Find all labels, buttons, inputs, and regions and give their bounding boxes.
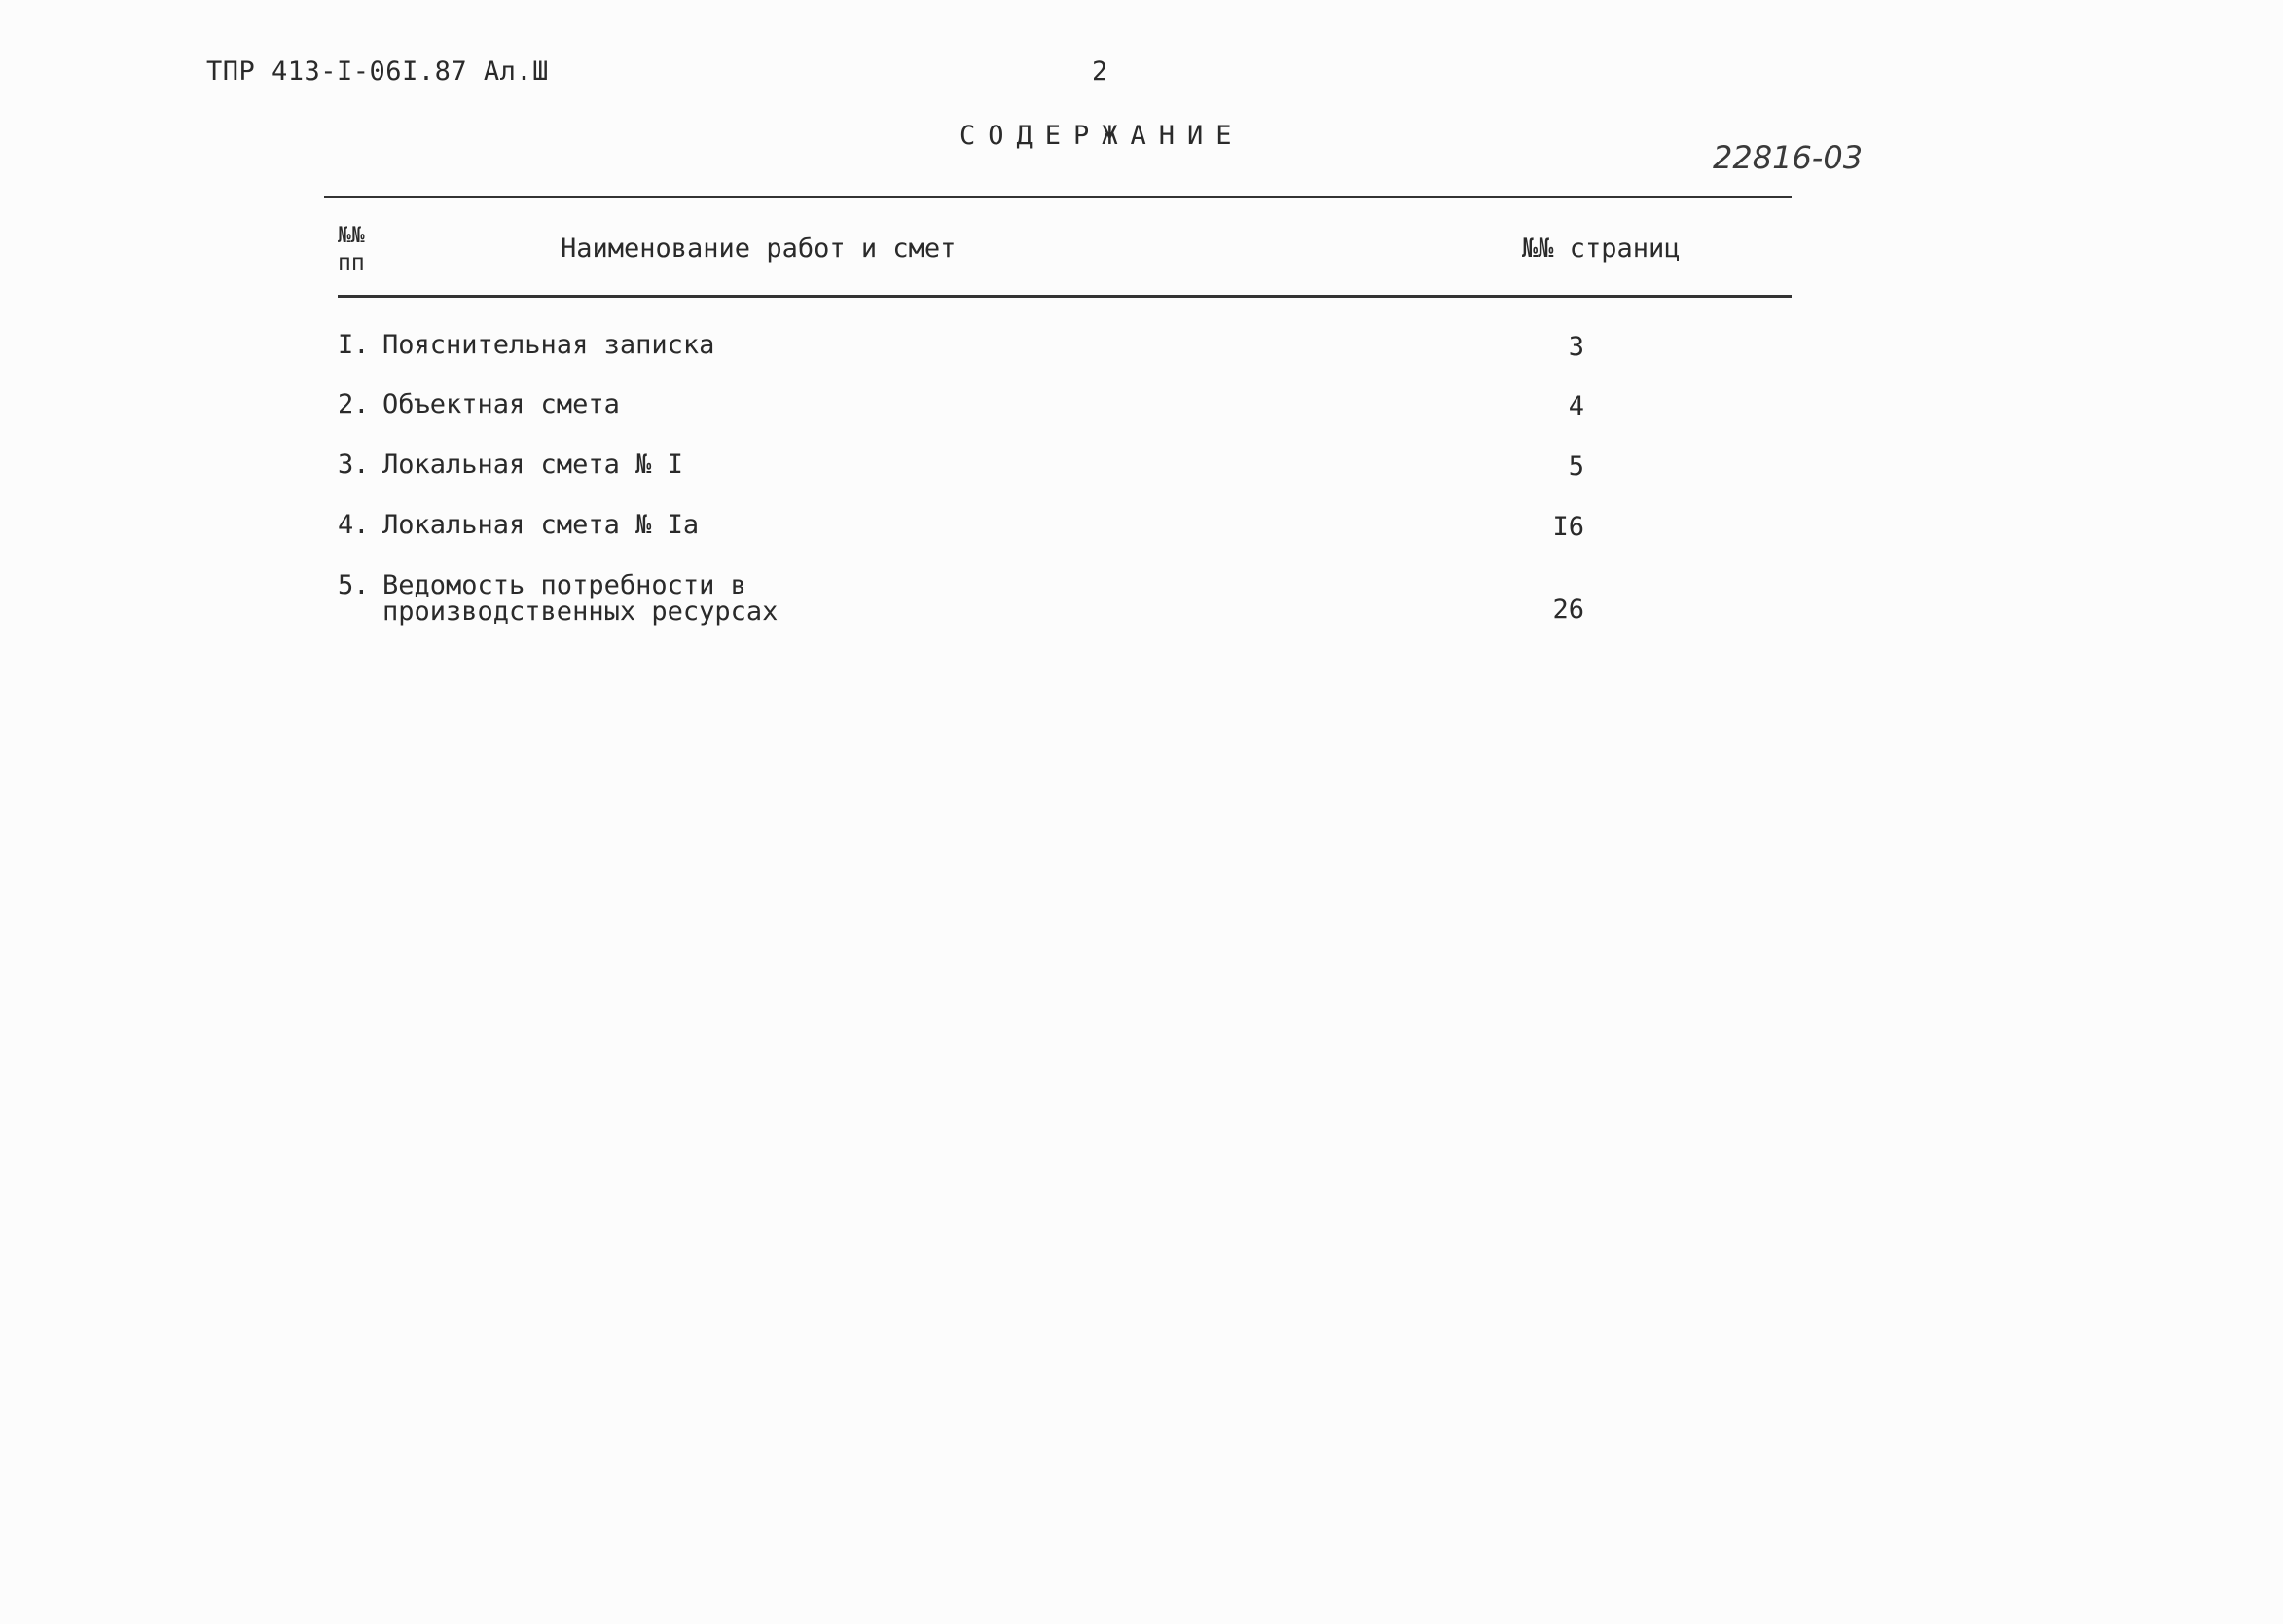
row-label: Локальная смета № I [382,450,683,480]
column-header-number-line1: №№ [338,223,365,248]
row-label: Локальная смета № Iа [382,510,700,540]
row-number: 4. [338,510,370,540]
table-header-rule [338,295,1792,298]
row-page: 26 [1552,595,1584,625]
row-label-line1: Ведомость потребности в [382,570,746,600]
column-header-number-line2: пп [338,250,365,275]
column-header-name: Наименование работ и смет [561,234,957,264]
row-label: Объектная смета [382,389,620,419]
row-label [382,572,778,625]
row-number: 2. [338,389,370,419]
table-top-rule [324,196,1792,198]
handwritten-number: 22816-03 [1713,139,1864,176]
row-number: 5. [338,570,370,600]
table-row [338,332,714,358]
column-header-number [338,222,365,276]
table-row [338,512,699,538]
row-page: 3 [1568,332,1584,362]
row-number: I. [338,330,370,360]
page-title: СОДЕРЖАНИЕ [960,121,1245,151]
page-number: 2 [1092,56,1108,87]
row-label-line2: производственных ресурсах [382,596,779,627]
document-code: ТПР 413-I-06I.87 Ал.Ш [206,56,549,87]
row-page: 5 [1568,451,1584,482]
row-page: 4 [1568,391,1584,421]
row-label: Пояснительная записка [382,330,715,360]
table-row [338,451,683,478]
column-header-pages: №№ страниц [1522,234,1681,264]
row-page: I6 [1552,512,1584,542]
table-row [338,572,778,625]
table-row [338,391,620,417]
row-number: 3. [338,450,370,480]
